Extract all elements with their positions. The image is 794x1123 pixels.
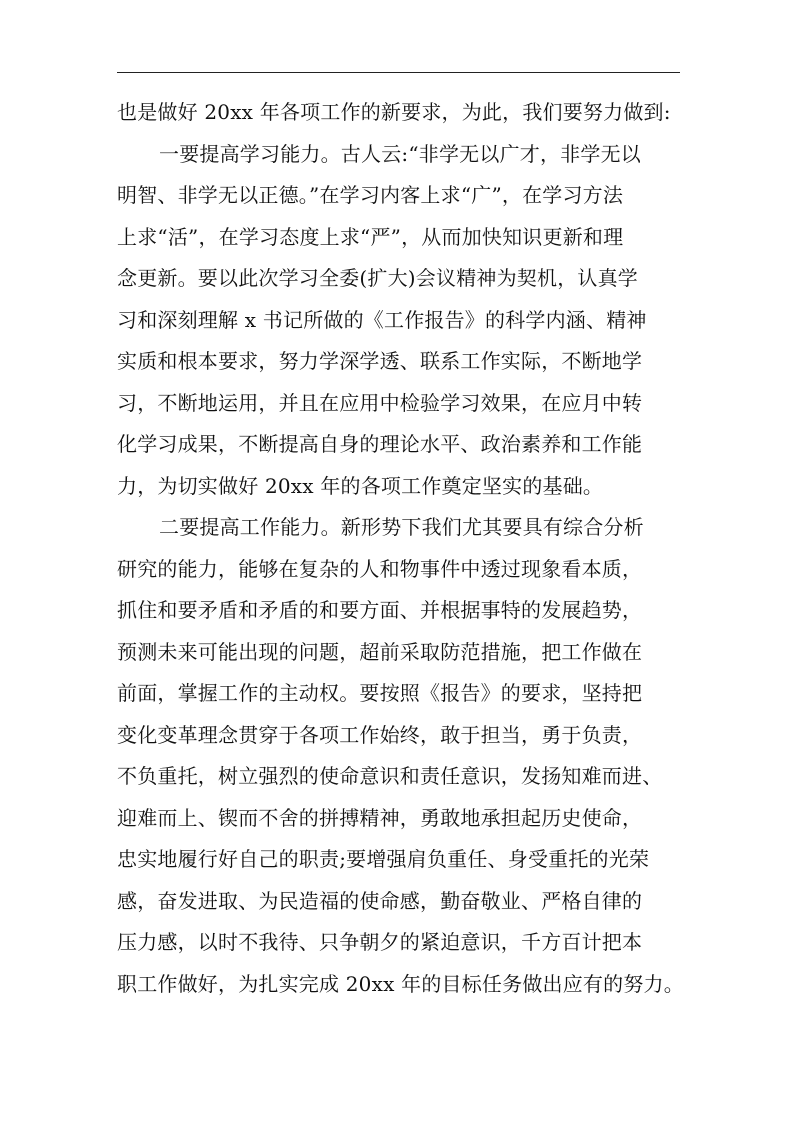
text-line: 研究的能力，能够在复杂的人和物事件中透过现象看本质， [117,556,643,581]
text-line: 迎难而上、锲而不舍的拼搏精神，勇敢地承担起历史使命， [117,805,643,830]
text-line: 化学习成果，不断提高自身的理论水平、政治素养和工作能 [117,432,643,456]
text-line: 习，不断地运用，并且在应用中检验学习效果，在应月中转 [117,390,643,415]
text-line: 压力感，以时不我待、只争朝夕的紧迫意识，千方百计把本 [117,930,643,954]
text-line: 也是做好 20xx 年各项工作的新要求，为此，我们要努力做到: [117,100,671,124]
text-line: 职工作做好，为扎实完成 20xx 年的目标任务做出应有的努力。 [117,971,684,996]
text-line: 实质和根本要求，努力学深学透、联系工作实际，不断地学 [117,349,643,373]
text-line: 念更新。要以此次学习全委(扩大)会议精神为契机，认真学 [117,266,639,290]
text-line: 忠实地履行好自己的职责;要增强肩负重任、身受重托的光荣 [117,847,650,871]
text-line: 一要提高学习能力。古人云:“非学无以广才，非学无以 [159,141,641,166]
header-rule [117,72,680,73]
text-line: 预测未来可能出现的问题，超前采取防范措施，把工作做在 [117,639,643,664]
body-text [117,92,692,1005]
text-line: 明智、非学无以正德。”在学习内客上求“广”，在学习方法 [117,183,624,207]
text-line: 前面，掌握工作的主动权。要按照《报告》的要求，坚持把 [117,681,643,705]
text-line: 感，奋发进取、为民造福的使命感，勤奋敬业、严格自律的 [117,888,643,913]
text-line: 抓住和要矛盾和矛盾的和要方面、并根据事特的发展趋势， [117,598,643,622]
text-line: 不负重托，树立强烈的使命意识和责任意识，发扬知难而进、 [117,764,663,788]
text-line: 变化变革理念贯穿于各项工作始终，敢于担当，勇于负责， [117,722,643,747]
text-line: 上求“活”，在学习态度上求“严”，从而加快知识更新和理 [117,224,624,249]
text-line: 二要提高工作能力。新形势下我们尤其要具有综合分析 [159,515,644,539]
text-line: 力，为切实做好 20xx 年的各项工作奠定坚实的基础。 [117,473,604,498]
text-line: 习和深刻理解 x 书记所做的《工作报告》的科学内涵、精神 [117,307,647,332]
